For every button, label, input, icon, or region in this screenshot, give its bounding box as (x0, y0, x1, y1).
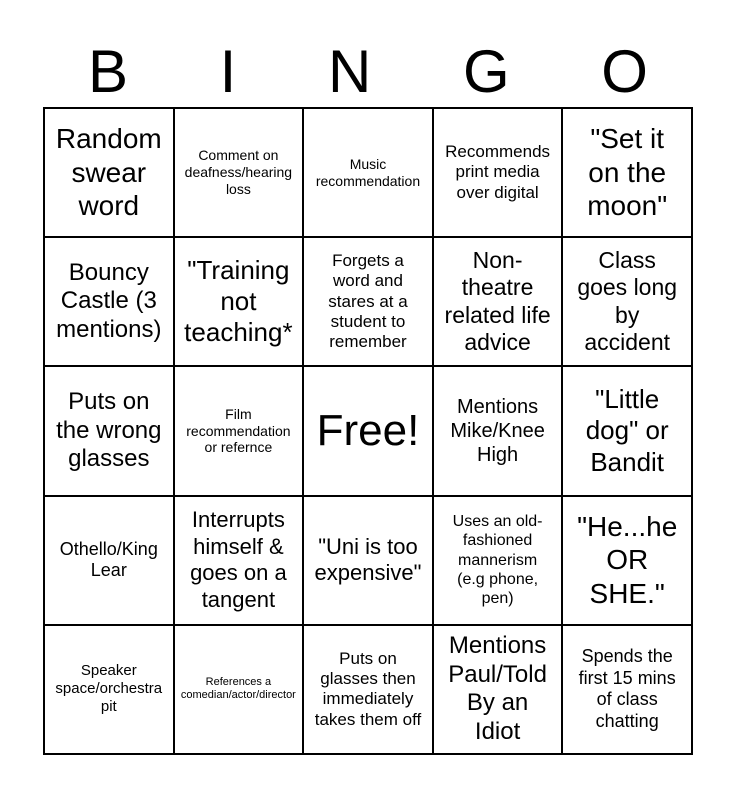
bingo-cell-text: References a comedian/actor/director (180, 676, 296, 702)
bingo-cell-text: Speaker space/orchestra pit (55, 662, 163, 716)
bingo-cell-text: Non-theatre related life advice (444, 246, 551, 356)
bingo-cell-r4c2[interactable] (175, 497, 303, 624)
title-letter: B (88, 38, 129, 105)
bingo-cell-text: "Set it on the moon" (587, 123, 668, 222)
bingo-cell-r2c4[interactable] (434, 238, 562, 365)
bingo-cell-r2c1[interactable] (45, 238, 173, 365)
title-letter: G (462, 38, 510, 105)
bingo-cell-r2c2[interactable] (175, 238, 303, 365)
bingo-cell-r4c1[interactable] (45, 497, 173, 624)
bingo-cell-text: Spends the first 15 mins of class chatting (578, 646, 676, 731)
bingo-cell-text: Mentions Mike/Knee High (450, 395, 545, 466)
bingo-cell-r3c4[interactable] (434, 367, 562, 494)
bingo-cell-r3c5[interactable] (563, 367, 691, 494)
bingo-cell-r3c2[interactable] (175, 367, 303, 494)
bingo-cell-text: Free! (316, 405, 420, 455)
bingo-cell-r2c3[interactable] (304, 238, 432, 365)
bingo-cell-text: Forgets a word and stares at a student to remember (328, 250, 408, 352)
bingo-cell-text: "Uni is too expensive" (314, 533, 422, 586)
bingo-cell-r4c3[interactable] (304, 497, 432, 624)
bingo-cell-text: "Training not teaching* (184, 255, 293, 348)
bingo-cell-text: Uses an old-fashioned mannerism (e.g phone, pen) (452, 513, 543, 607)
bingo-title (88, 38, 648, 105)
title-letter: N (327, 38, 372, 105)
bingo-cell-r1c1[interactable] (45, 109, 173, 236)
bingo-cell-text: Puts on glasses then immediately takes them off (314, 648, 422, 729)
title-letter: O (601, 38, 648, 105)
bingo-cell-r5c4[interactable] (434, 626, 562, 753)
bingo-cell-r1c3[interactable] (304, 109, 432, 236)
bingo-cell-r4c4[interactable] (434, 497, 562, 624)
bingo-cell-r1c4[interactable] (434, 109, 562, 236)
bingo-cell-r5c5[interactable] (563, 626, 691, 753)
bingo-cell-text: "He...he OR SHE." (577, 510, 678, 609)
bingo-cell-r2c5[interactable] (563, 238, 691, 365)
bingo-cell-text: "Little dog" or Bandit (585, 384, 669, 477)
bingo-cell-r4c5[interactable] (563, 497, 691, 624)
bingo-cell-text: Puts on the wrong glasses (56, 387, 162, 473)
title-letter: I (219, 38, 237, 105)
bingo-cell-text: Bouncy Castle (3 mentions) (56, 258, 162, 344)
bingo-cell-r3c1[interactable] (45, 367, 173, 494)
bingo-cell-r3c3-free-space[interactable] (304, 367, 432, 494)
bingo-cell-r5c2[interactable] (175, 626, 303, 753)
bingo-cell-r5c3[interactable] (304, 626, 432, 753)
bingo-cell-text: Comment on deafness/hearing loss (184, 147, 293, 197)
bingo-cell-text: Recommends print media over digital (445, 142, 551, 202)
bingo-grid (43, 107, 693, 755)
bingo-cell-text: Music recommendation (315, 155, 421, 189)
bingo-cell-text: Othello/King Lear (59, 538, 158, 581)
bingo-cell-text: Random swear word (55, 123, 162, 222)
bingo-cell-r5c1[interactable] (45, 626, 173, 753)
bingo-cell-r1c2[interactable] (175, 109, 303, 236)
bingo-cell-r1c5[interactable] (563, 109, 691, 236)
bingo-cell-text: Film recommendation or refernce (186, 405, 291, 456)
bingo-cell-text: Mentions Paul/Told By an Idiot (448, 631, 547, 746)
bingo-cell-text: Class goes long by accident (577, 246, 678, 356)
bingo-cell-text: Interrupts himself & goes on a tangent (190, 507, 287, 612)
